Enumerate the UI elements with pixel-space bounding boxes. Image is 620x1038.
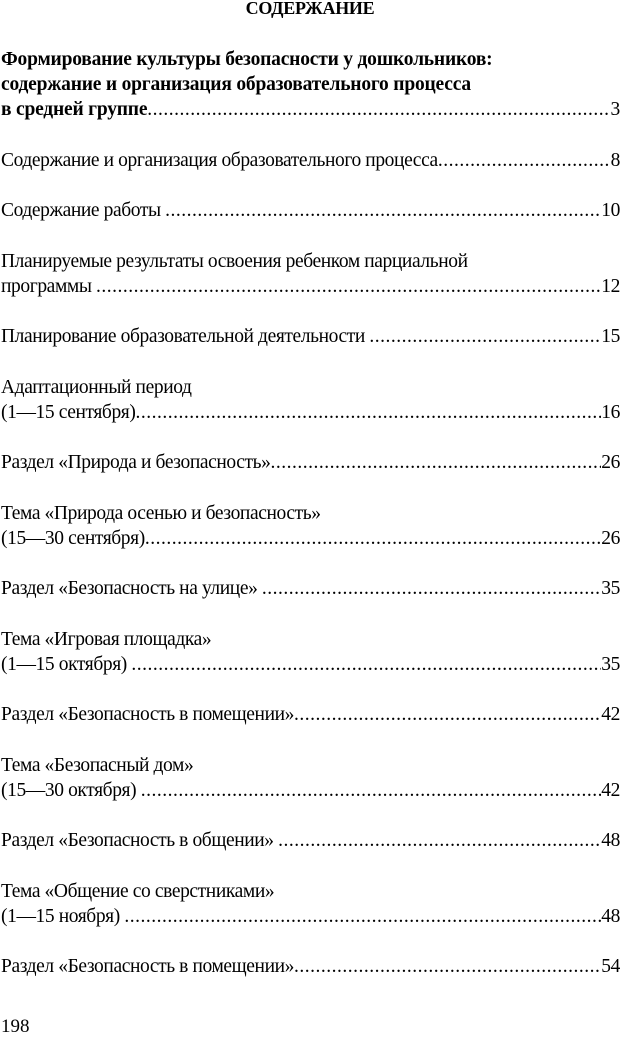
toc-entry-text: Тема «Природа осенью и безопасность» [1,502,321,524]
toc-entry[interactable] [1,954,620,979]
toc-entry-text: Содержание и организация образовательного процесса [1,149,438,171]
toc-entry-page: 8 [610,149,620,171]
toc-entry-text: Раздел «Безопасность в помещении» [1,956,294,978]
toc-entry-last-line [1,828,620,853]
leader-dots [165,198,601,223]
toc-entry-page: 16 [601,401,620,423]
leader-dots [145,526,601,551]
toc-entry-text: Содержание работы [1,200,166,222]
leader-dots [262,576,601,601]
toc-entry-text: программы [1,275,96,297]
toc-entry[interactable] [1,249,620,299]
toc-entry-last-line [1,526,620,551]
toc-entry-last-line [1,702,620,727]
leader-dots [294,702,601,727]
toc-entry-page: 54 [601,956,620,978]
toc-entry-page: 35 [601,653,620,675]
toc-entry-text: Раздел «Безопасность в общении» [1,830,279,852]
toc-entry-text: содержание и организация образовательного процесса [1,74,471,96]
leader-dots [147,97,610,122]
toc-entry-text: Формирование культуры безопасности у дошкольников: [1,49,493,70]
toc-entry-page: 48 [601,905,620,927]
toc-entry-page: 12 [601,275,620,297]
toc-entry-page: 48 [601,830,620,852]
toc-entry-last-line [1,576,620,601]
toc-entry-text: Раздел «Безопасность на улице» [1,578,262,600]
toc-title: СОДЕРЖАНИЕ [245,0,375,18]
page-number: 198 [1,1016,30,1037]
toc-entry-last-line [1,450,620,475]
leader-dots [131,652,601,677]
leader-dots [124,904,601,929]
toc-entry-text: (1—15 сентября) [1,401,136,423]
leader-dots [135,400,601,425]
toc-entry-last-line [1,400,620,425]
toc-entry-text: Тема «Общение со сверстниками» [1,880,275,902]
toc-entry-text: Раздел «Природа и безопасность» [1,452,271,474]
toc-entry-last-line [1,324,620,349]
toc-entry-page: 3 [610,99,620,121]
toc-entry-last-line [1,778,620,803]
leader-dots [141,778,602,803]
toc-entry[interactable] [1,576,620,601]
toc-entry[interactable] [1,828,620,853]
toc-entry[interactable] [1,148,620,173]
toc-entry-page: 10 [601,200,620,222]
toc-entry-text: Планируемые результаты освоения ребенком парциальной [1,250,468,272]
toc-entry-last-line [1,274,620,299]
toc-entry-last-line [1,954,620,979]
toc-entry[interactable] [1,324,620,349]
toc-entry-page: 26 [601,527,620,549]
toc-entry-text: (1—15 октября) [1,653,132,675]
toc-entry-text: (15—30 сентября) [1,527,145,549]
toc-entry-last-line [1,97,620,122]
toc-entry[interactable] [1,198,620,223]
toc-entry-last-line [1,198,620,223]
toc-entry[interactable] [1,753,620,803]
toc-entry-text: (15—30 октября) [1,779,141,801]
leader-dots [96,274,601,299]
toc-entry-text: Тема «Игровая площадка» [1,628,212,650]
leader-dots [369,324,601,349]
toc-entry[interactable] [1,702,620,727]
toc-entry-page: 26 [601,452,620,474]
toc-entry-last-line [1,652,620,677]
toc-entry-page: 42 [601,779,620,801]
leader-dots [438,148,611,173]
toc-entry-text: Тема «Безопасный дом» [1,754,194,776]
toc-entry-text: в средней группе [1,99,148,121]
toc-entry-page: 15 [601,326,620,348]
leader-dots [294,954,601,979]
toc-entry[interactable] [1,501,620,551]
toc-entry-text: Раздел «Безопасность в помещении» [1,704,294,726]
toc-entry-text: Планирование образовательной деятельности [1,326,370,348]
toc-entry[interactable] [1,450,620,475]
toc-entry[interactable] [1,879,620,929]
toc-entry-text: (1—15 ноября) [1,905,125,927]
toc-entry-last-line [1,148,620,173]
toc-entry-page: 42 [601,704,620,726]
toc-entry-text: Адаптационный период [1,376,192,398]
leader-dots [270,450,601,475]
toc-entry[interactable] [1,627,620,677]
toc-entry[interactable] [1,375,620,425]
toc-entry-last-line [1,904,620,929]
toc-entry-page: 35 [601,578,620,600]
toc-entry[interactable] [1,47,620,123]
leader-dots [278,828,601,853]
table-of-contents [1,47,620,1004]
